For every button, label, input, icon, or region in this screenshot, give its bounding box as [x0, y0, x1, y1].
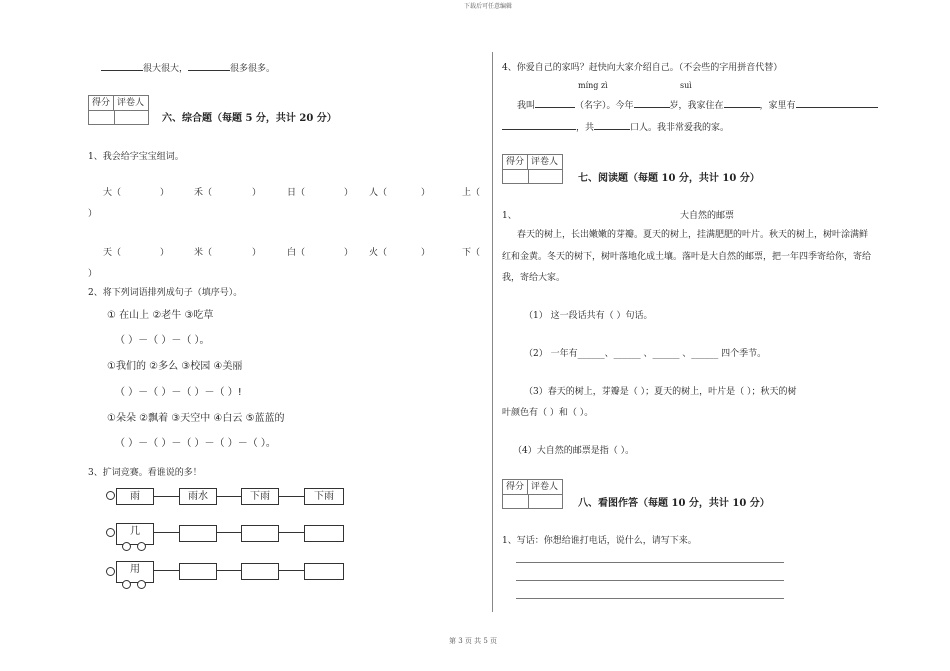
- reading-q3a: （3）春天的树上，芽瓣是（ ）；夏天的树上，叶片是（ ）；秋天的树: [524, 387, 797, 397]
- q1-char: 米（: [194, 248, 213, 258]
- section7-title: 七、阅读题（每题 10 分，共计 10 分）: [578, 173, 760, 184]
- q2-answer-3: （ ）－（ ）－（ ）－（ ）－（ ）。: [115, 438, 276, 449]
- q1-paren: ）: [88, 209, 98, 219]
- train-car: [304, 525, 344, 542]
- q1-char: 火（: [369, 248, 388, 258]
- q1-char: 日（: [287, 188, 306, 198]
- q2-prompt: 2、将下列词语排列成句子（填序号）。: [88, 288, 243, 298]
- q1-paren: ）: [421, 188, 431, 198]
- q1-paren: ）: [252, 188, 262, 198]
- q1-char: 上（: [462, 188, 481, 198]
- writing-line: [516, 598, 784, 599]
- writing-line: [516, 580, 784, 581]
- q2-words-3: ①朵朵 ②飘着 ③天空中 ④白云 ⑤蓝蓝的: [107, 413, 285, 424]
- wheel: [106, 491, 115, 500]
- q2-words-2: ①我们的 ②多么 ③校园 ④美丽: [107, 361, 243, 372]
- connector: [216, 570, 241, 571]
- q1-prompt: 1、我会给字宝宝组词。: [88, 152, 184, 162]
- train-car: 用: [116, 561, 154, 583]
- q1-char: 大（: [103, 188, 122, 198]
- train-car: [179, 525, 217, 542]
- train-car: 下雨: [241, 488, 279, 505]
- reading-q2: （2） 一年有______、______ 、______ 、______ 四个季节。: [524, 349, 767, 359]
- q4-line-1: 我叫 （名字）。今年 岁，我家住在 ，家里有: [517, 97, 878, 111]
- connector: [216, 532, 241, 533]
- q1-paren: ）: [160, 188, 170, 198]
- reading-title: 大自然的邮票: [680, 211, 735, 221]
- q3-prompt: 3、扩词竞赛。看谁说的多！: [88, 468, 202, 478]
- reading-number: 1、: [502, 211, 517, 221]
- q1-paren: ）: [88, 269, 98, 279]
- reading-q3b: 叶颜色有（ ）和（ ）。: [502, 408, 594, 418]
- q1-char: 人（: [369, 188, 388, 198]
- wheel: [137, 542, 146, 551]
- connector: [216, 496, 241, 497]
- q1-char: 白（: [287, 248, 306, 258]
- train-car: 雨水: [179, 488, 217, 505]
- connector: [278, 570, 304, 571]
- reading-p1: 春天的树上，长出嫩嫩的芽瓣。夏天的树上，挂满肥肥的叶片。秋天的树上，树叶涂满鲜: [517, 230, 869, 240]
- connector: [153, 570, 179, 571]
- q2-answer-2: （ ）－（ ）－（ ）－（ ）!: [115, 387, 242, 398]
- connector: [278, 532, 304, 533]
- q1-char: 天（: [103, 248, 122, 258]
- train-car: [179, 563, 217, 580]
- q4-line-2: ，共 口人。我非常爱我的家。: [502, 119, 729, 133]
- q4-prompt: 4、你爱自己的家吗？赶快向大家介绍自己。（不会些的字用拼音代替）: [502, 63, 783, 73]
- section6-title: 六、综合题（每题 5 分，共计 20 分）: [162, 113, 337, 124]
- connector: [278, 496, 304, 497]
- writing-line: [516, 562, 784, 563]
- connector: [153, 532, 179, 533]
- q2-answer-1: （ ）－（ ）－（ ）。: [115, 335, 210, 346]
- q1-paren: ）: [160, 248, 170, 258]
- train-car: 雨: [116, 488, 154, 505]
- reading-p3: 我，寄给大家。: [502, 273, 566, 283]
- q1-char: 下（: [462, 248, 481, 258]
- score-box: 得分 评卷人: [502, 154, 563, 184]
- q1-paren: ）: [344, 248, 354, 258]
- train-car: 几: [116, 523, 154, 545]
- score-box: 得分 评卷人: [502, 479, 563, 509]
- wheel: [122, 542, 131, 551]
- wheel: [122, 580, 131, 589]
- pinyin-mingzi: míng zì: [578, 81, 608, 90]
- train-car: [241, 563, 279, 580]
- q8-prompt: 1、写话：你想给谁打电话，说什么，请写下来。: [502, 536, 697, 546]
- train-car: [304, 563, 344, 580]
- connector: [153, 496, 179, 497]
- reading-q1: （1） 这一段话共有（ ）句话。: [524, 311, 653, 321]
- q2-words-1: ① 在山上 ②老牛 ③吃草: [107, 310, 214, 321]
- wheel: [106, 567, 115, 576]
- wheel: [137, 580, 146, 589]
- page-footer: 第 3 页 共 5 页: [449, 637, 498, 645]
- train-car: [241, 525, 279, 542]
- score-box: 得分 评卷人: [88, 95, 149, 125]
- reading-q4: （4）大自然的邮票是指（ ）。: [513, 446, 635, 456]
- train-car: 下雨: [304, 488, 344, 505]
- q1-char: 禾（: [194, 188, 213, 198]
- top-note: 下载后可任意编辑: [464, 3, 513, 10]
- column-divider: [492, 52, 493, 612]
- q1-paren: ）: [421, 248, 431, 258]
- q1-paren: ）: [252, 248, 262, 258]
- pinyin-sui: suì: [680, 81, 692, 90]
- q1-paren: ）: [344, 188, 354, 198]
- reading-p2: 红和金黄。冬天的树下，树叶落地化成土壤。落叶是大自然的邮票，把一年四季寄给你，寄给: [502, 252, 872, 262]
- section8-title: 八、看图作答（每题 10 分，共计 10 分）: [578, 498, 770, 509]
- top-fill-line: 很大很大， 很多很多。: [101, 60, 275, 74]
- wheel: [106, 528, 115, 537]
